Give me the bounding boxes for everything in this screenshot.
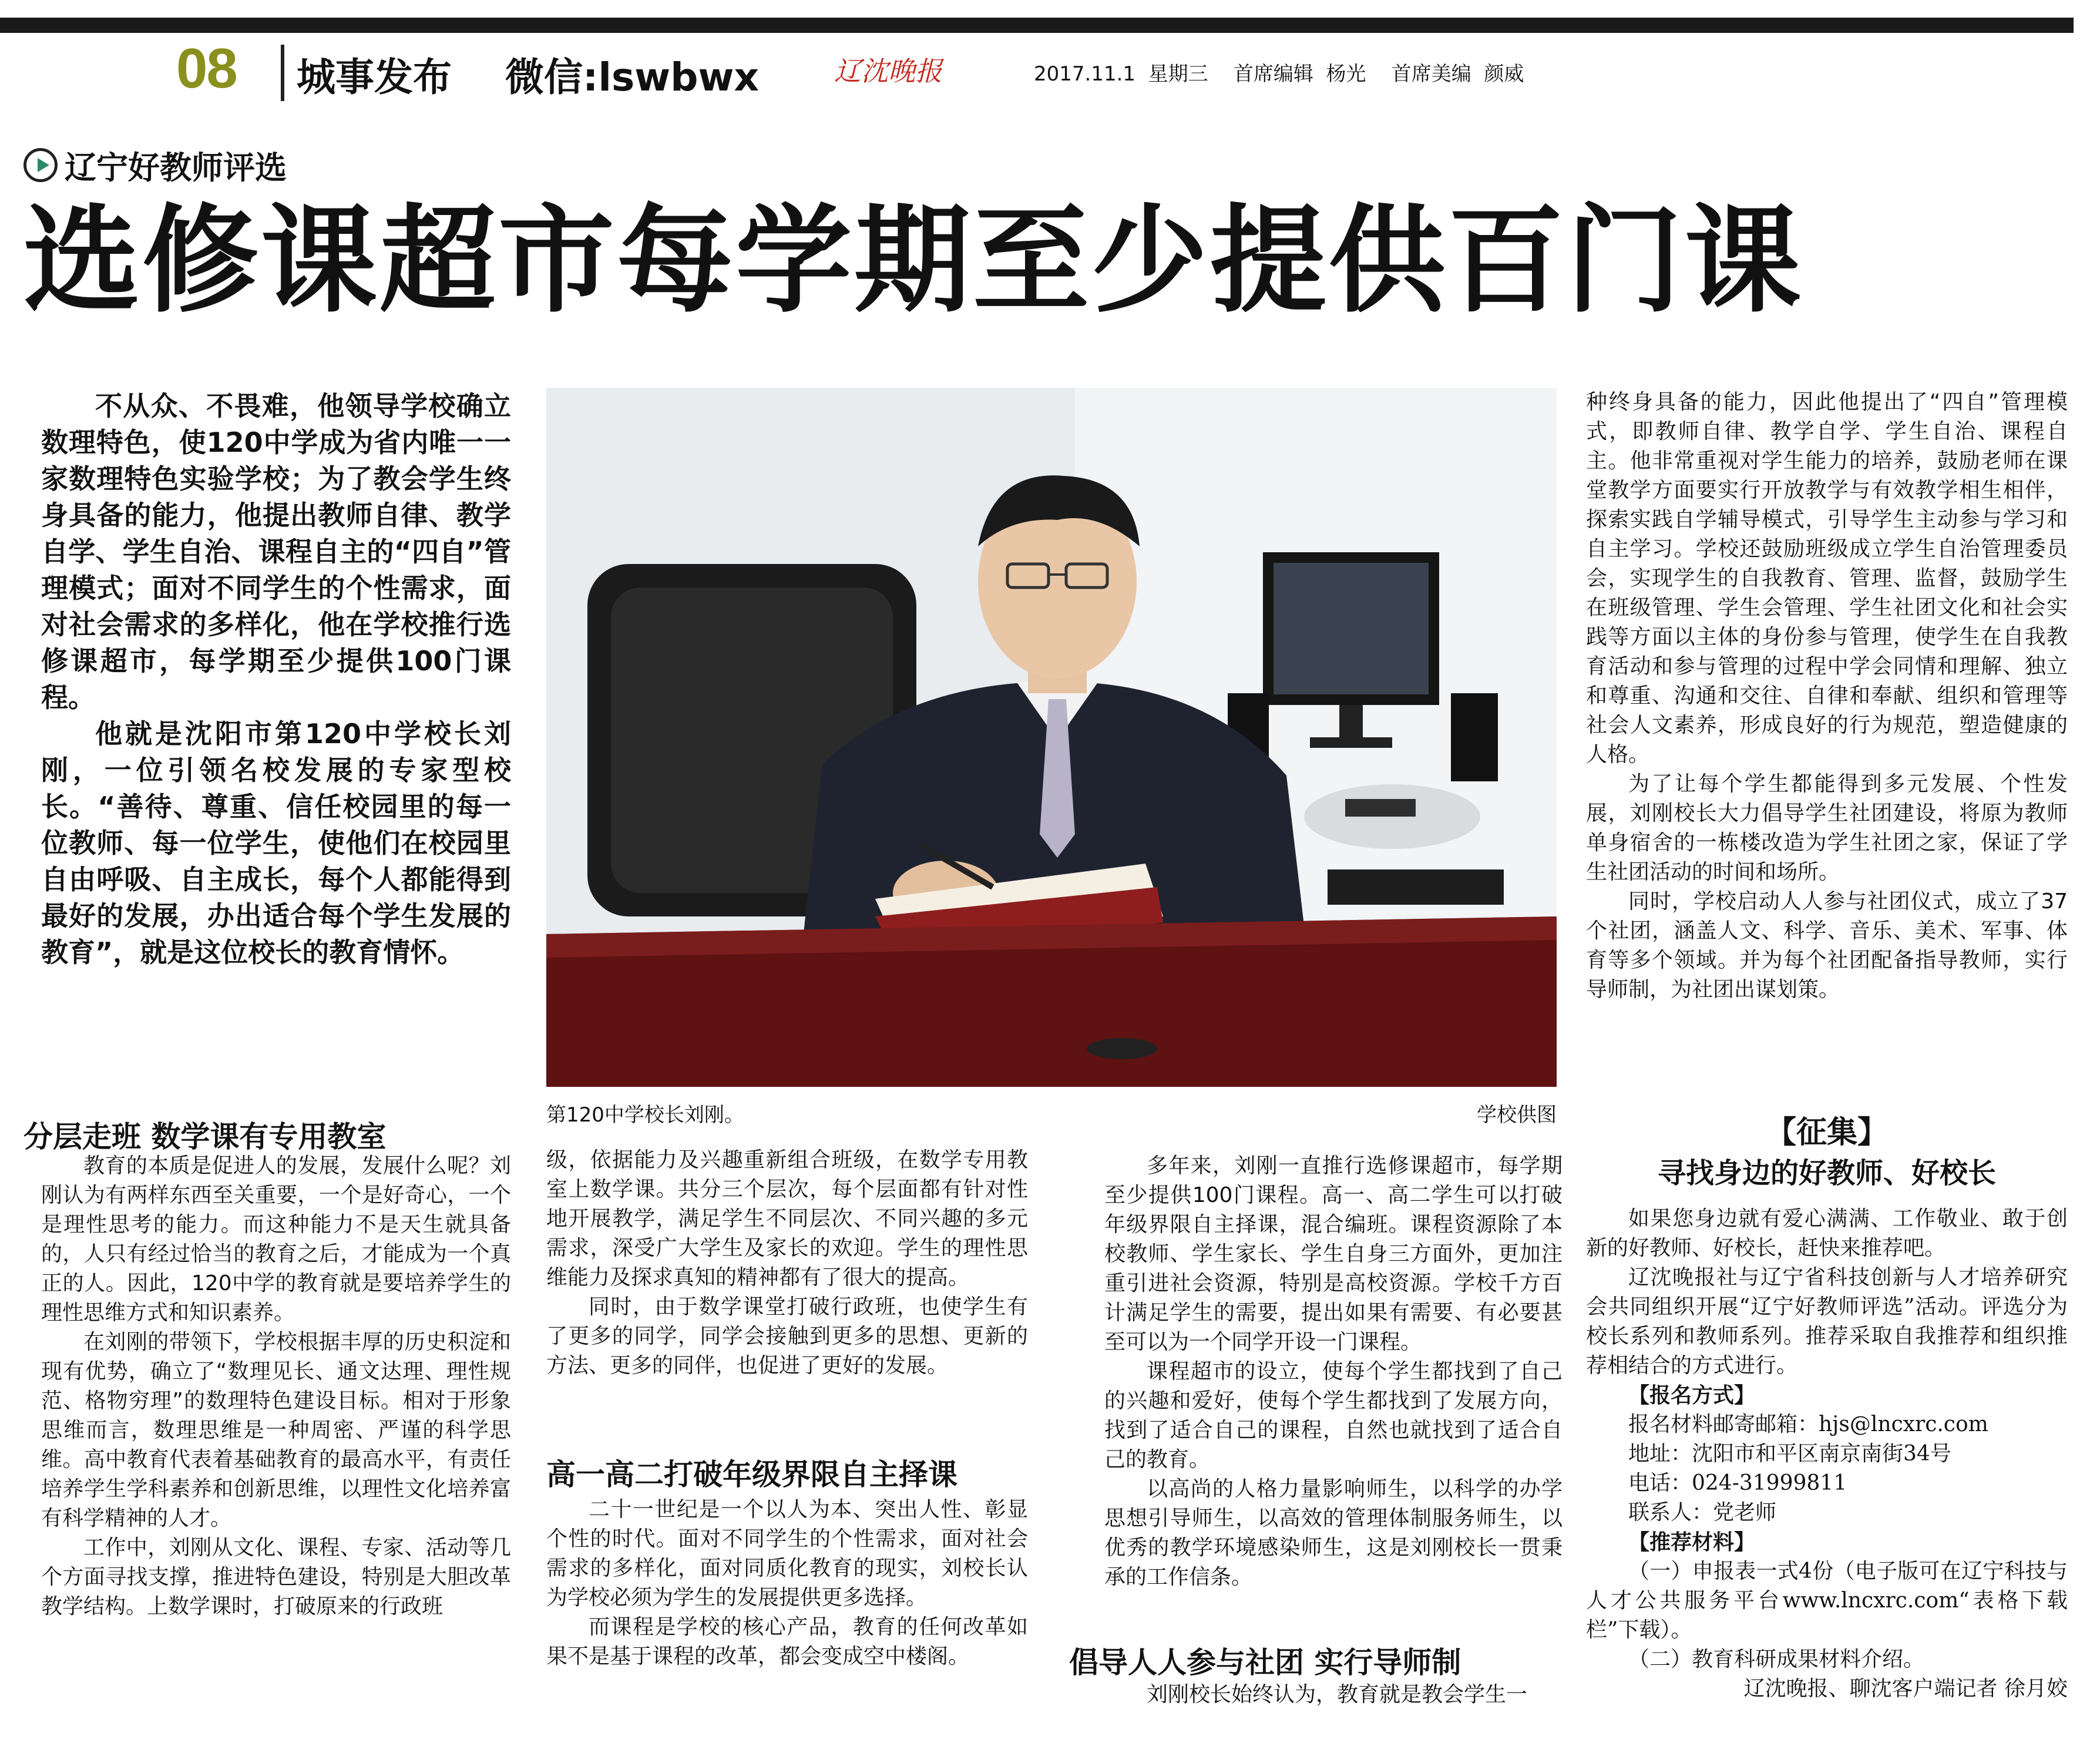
lead-paragraphs [41, 388, 511, 971]
column-3b-text [1104, 1680, 1563, 1710]
photo-credit: 学校供图 [1477, 1103, 1557, 1127]
sidebar-paragraph: 如果您身边就有爱心满满、工作敬业、敢于创新的好教师、好校长，赶快来推荐吧。 [1586, 1207, 2068, 1260]
section-title: 城事发布 [297, 55, 452, 100]
signup-phone: 电话：024-31999811 [1628, 1471, 1847, 1495]
signup-heading: 【报名方式】 [1628, 1383, 1756, 1408]
body-paragraph: 多年来，刘刚一直推行选修课超市，每学期至少提供100门课程。高一、高二学生可以打破年级界限自主择课，混合编班。课程资源除了本校教师、学生家长、学生自身三方面外，更加注重引进社会资源，特别是高校资源。学校千方百计满足学生的需要，提出如果有需要、有必要甚至可以为一个同学开设一门课程。 [1104, 1154, 1563, 1354]
column-2b-text [546, 1495, 1028, 1671]
column-2-text [546, 1146, 1028, 1381]
body-paragraph: 工作中，刘刚从文化、课程、专家、活动等几个方面寻找支撑，推进特色建设，特别是大胆改革教学结构。上数学课时，打破原来的行政班 [41, 1536, 511, 1619]
body-paragraph: 同时，学校启动人人参与社团仪式，成立了37个社团，涵盖人文、科学、音乐、美术、军事、体育等多个领域。并为每个社团配备指导教师，实行导师制，为社团出谋划策。 [1586, 889, 2068, 1002]
principal-photo [546, 388, 1557, 1087]
materials-item: （二）教育科研成果材料介绍。 [1628, 1647, 1925, 1671]
signup-email: 报名材料邮寄邮箱：hjs@lncxrc.com [1628, 1412, 1988, 1436]
sidebar-title: 寻找身边的好教师、好校长 [1657, 1157, 1996, 1190]
body-paragraph: 以高尚的人格力量影响师生，以科学的办学思想引导师生，以高效的管理体制服务师生，以优秀的教学环境感染师生，这是刘刚校长一贯秉承的工作信条。 [1104, 1477, 1563, 1589]
body-paragraph: 同时，由于数学课堂打破行政班，也使学生有了更多的同学，同学会接触到更多的思想、更新的方法、更多的同伴，也促进了更好的发展。 [546, 1295, 1028, 1378]
subheading: 高一高二打破年级界限自主择课 [546, 1458, 957, 1492]
page-number: 08 [176, 37, 237, 100]
lead-paragraph: 不从众、不畏难，他领导学校确立数理特色，使120中学成为省内唯一一家数理特色实验学校；为了教会学生终身具备的能力，他提出教师自律、教学自学、学生自治、课程自主的“四自”管理模式；面对不同学生的个性需求，面对社会需求的多样化，他在学校推行选修课超市，每学期至少提供100门课程。 [41, 390, 511, 713]
wechat-id: 微信:lswbwx [505, 55, 760, 100]
materials-heading: 【推荐材料】 [1628, 1530, 1756, 1554]
sidebar-body [1586, 1204, 2068, 1704]
body-paragraph: 为了让每个学生都能得到多元发展、个性发展，刘刚校长大力倡导学生社团建设，将原为教师单身宿舍的一栋楼改造为学生社团之家，保证了学生社团活动的时间和场所。 [1586, 772, 2068, 884]
body-paragraph: 教育的本质是促进人的发展，发展什么呢？刘刚认为有两样东西至关重要，一个是好奇心，一个是理性思考的能力。而这种能力不是天生就具备的，人只有经过恰当的教育之后，才能成为一个真正的人。因此，120中学的教育就是要培养学生的理性思维方式和知识素养。 [41, 1154, 511, 1325]
materials-item: （一）申报表一式4份（电子版可在辽宁科技与人才公共服务平台www.lncxrc.com“表格下载栏”下载）。 [1586, 1559, 2068, 1642]
right-column-text [1586, 388, 2068, 1005]
column-1-text [41, 1151, 511, 1621]
signup-contact: 联系人：党老师 [1628, 1500, 1777, 1525]
photo-caption: 第120中学校长刘刚。 [546, 1103, 744, 1127]
play-arrow-icon [23, 148, 58, 182]
kicker [23, 145, 287, 186]
header-rule [0, 18, 2074, 33]
body-paragraph: 级，依据能力及兴趣重新组合班级，在数学专用教室上数学课。共分三个层次，每个层面都有针对性地开展教学，满足学生不同层次、不同兴趣的多元需求，深受广大学生及家长的欢迎。学生的理性思维能力及探求真知的精神都有了很大的提高。 [546, 1148, 1028, 1290]
body-paragraph: 在刘刚的带领下，学校根据丰厚的历史积淀和现有优势，确立了“数理见长、通文达理、理性规范、格物穷理”的数理特色建设目标。相对于形象思维而言，数理思维是一种周密、严谨的科学思维。高中教育代表着基础教育的最高水平，有责任培养学生学科素养和创新思维，以理性文化培养富有科学精神的人才。 [41, 1330, 511, 1530]
photo-caption-row [546, 1099, 1557, 1127]
header-divider [281, 45, 284, 101]
body-paragraph: 种终身具备的能力，因此他提出了“四自”管理模式，即教师自律、教学自学、学生自治、课程自主。他非常重视对学生能力的培养，鼓励老师在课堂教学方面要实行开放教学与有效教学相生相伴，探索实践自学辅导模式，引导学生主动参与学习和自主学习。学校还鼓励班级成立学生自治管理委员会，实现学生的自我教育、管理、监督，鼓励学生在班级管理、学生会管理、学生社团文化和社会实践等方面以主体的身份参与管理，使学生在自我教育活动和参与管理的过程中学会同情和理解、独立和尊重、沟通和交往、自律和奉献、组织和管理等社会人文素养，形成良好的行为规范，塑造健康的人格。 [1586, 390, 2068, 767]
sidebar-paragraph: 辽沈晚报社与辽宁省科技创新与人才培养研究会共同组织开展“辽宁好教师评选”活动。评选分为校长系列和教师系列。推荐采取自我推荐和组织推荐相结合的方式进行。 [1586, 1265, 2068, 1378]
subheading: 倡导人人参与社团 实行导师制 [1069, 1646, 1461, 1680]
lead-paragraph: 他就是沈阳市第120中学校长刘刚，一位引领名校发展的专家型校长。“善待、尊重、信任校园里的每一位教师、每一位学生，使他们在校园里自由呼吸、自主成长，每个人都能得到最好的发展，办出适合每个学生发展的教育”，就是这位校长的教育情怀。 [41, 718, 511, 968]
masthead-meta: 2017.11.1 星期三 首席编辑 杨光 首席美编 颜威 [1034, 62, 1524, 86]
body-paragraph: 刘刚校长始终认为，教育就是教会学生一 [1147, 1683, 1528, 1707]
byline: 辽沈晚报、聊沈客户端记者 徐月姣 [1743, 1677, 2068, 1701]
kicker-label: 辽宁好教师评选 [65, 149, 287, 186]
column-3-text [1104, 1151, 1563, 1592]
body-paragraph: 二十一世纪是一个以人为本、突出人性、彰显个性的时代。面对不同学生的个性需求，面对社会需求的多样化，面对同质化教育的现实，刘校长认为学校必须为学生的发展提供更多选择。 [546, 1497, 1028, 1610]
body-paragraph: 课程超市的设立，使每个学生都找到了自己的兴趣和爱好，使每个学生都找到了发展方向，找到了适合自己的课程，自然也就找到了适合自己的教育。 [1104, 1359, 1563, 1472]
headline: 选修课超市每学期至少提供百门课 [23, 193, 1803, 328]
subheading: 分层走班 数学课有专用教室 [23, 1120, 387, 1154]
newspaper-logo: 辽沈晚报 [834, 55, 942, 87]
sidebar-tag: 【征集】 [1765, 1115, 1888, 1150]
body-paragraph: 而课程是学校的核心产品，教育的任何改革如果不是基于课程的改革，都会变成空中楼阁。 [546, 1615, 1028, 1668]
signup-address: 地址：沈阳市和平区南京南街34号 [1628, 1442, 1951, 1466]
